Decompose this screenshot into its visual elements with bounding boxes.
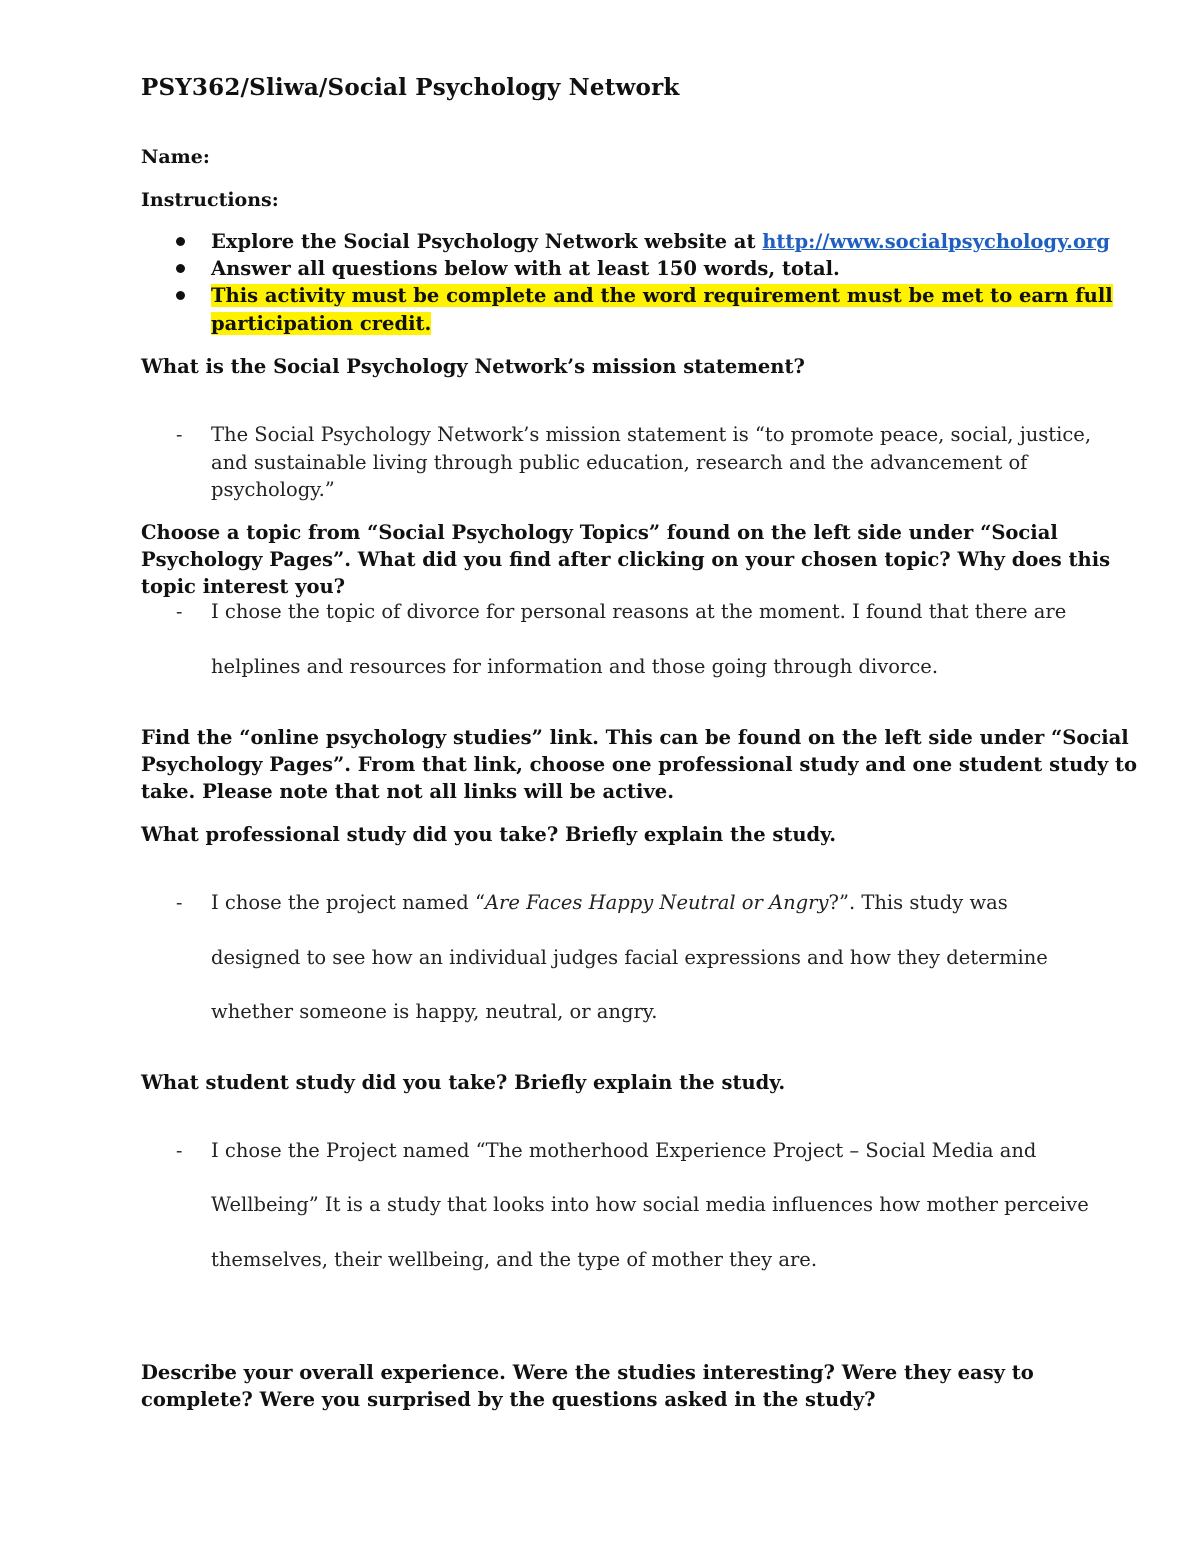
answer-professional-line2: designed to see how an individual judges facial expressions and how they determine (211, 946, 1048, 969)
instruction-item-2: Answer all questions below with at least 150 words, total. (211, 257, 840, 280)
dash-marker: - (176, 601, 183, 623)
answer-professional-suffix: ?”. This study was (828, 891, 1008, 914)
question-topic-line3: topic interest you? (141, 575, 346, 598)
answer-mission-line3: psychology.” (211, 478, 335, 501)
answer-mission-line2: and sustainable living through public education, research and the advancement of (211, 451, 1028, 474)
answer-student-line1: I chose the Project named “The motherhood Experience Project – Social Media and (211, 1139, 1037, 1162)
answer-topic-line1: I chose the topic of divorce for personal reasons at the moment. I found that there are (211, 600, 1067, 623)
question-online-studies-line3: take. Please note that not all links will be active. (141, 780, 674, 803)
page-title: PSY362/Sliwa/Social Psychology Network (141, 74, 680, 101)
answer-professional-line1 (211, 891, 1008, 914)
bullet-icon (176, 264, 185, 273)
instruction-item-1 (211, 228, 1110, 255)
name-label: Name: (141, 146, 210, 168)
dash-marker: - (176, 1140, 183, 1162)
answer-professional-prefix: I chose the project named “ (211, 891, 485, 914)
question-overall-experience-line1: Describe your overall experience. Were the studies interesting? Were they easy to (141, 1361, 1034, 1384)
highlighted-text: This activity must be complete and the word requirement must be met to earn full (211, 284, 1113, 307)
bullet-icon (176, 237, 185, 246)
socialpsychology-link[interactable]: http://www.socialpsychology.org (762, 230, 1110, 253)
study-title: Are Faces Happy Neutral or Angry (484, 891, 829, 914)
dash-marker: - (176, 424, 183, 446)
instruction-item-1-text: Explore the Social Psychology Network website at (211, 230, 763, 253)
question-mission: What is the Social Psychology Network’s mission statement? (141, 355, 805, 378)
dash-marker: - (176, 892, 183, 914)
answer-topic-line2: helplines and resources for information and those going through divorce. (211, 655, 939, 678)
question-student-study: What student study did you take? Briefly explain the study. (141, 1071, 786, 1094)
answer-mission-line1: The Social Psychology Network’s mission statement is “to promote peace, social, justice, (211, 423, 1092, 446)
instruction-item-3-line2 (211, 310, 431, 337)
instruction-item-3-line1 (211, 282, 1113, 309)
question-overall-experience-line2: complete? Were you surprised by the questions asked in the study? (141, 1388, 876, 1411)
question-topic-line2: Psychology Pages”. What did you find after clicking on your chosen topic? Why does this (141, 548, 1111, 571)
question-topic-line1: Choose a topic from “Social Psychology Topics” found on the left side under “Social (141, 521, 1058, 544)
question-professional-study: What professional study did you take? Briefly explain the study. (141, 823, 837, 846)
instructions-label: Instructions: (141, 189, 279, 211)
bullet-icon (176, 291, 185, 300)
highlighted-text: participation credit. (211, 312, 432, 335)
answer-student-line3: themselves, their wellbeing, and the type of mother they are. (211, 1248, 818, 1271)
answer-professional-line3: whether someone is happy, neutral, or angry. (211, 1000, 658, 1023)
answer-student-line2: Wellbeing” It is a study that looks into how social media influences how mother perceive (211, 1193, 1089, 1216)
question-online-studies-line2: Psychology Pages”. From that link, choose one professional study and one student study to (141, 753, 1138, 776)
question-online-studies-line1: Find the “online psychology studies” link. This can be found on the left side under “Social (141, 726, 1129, 749)
